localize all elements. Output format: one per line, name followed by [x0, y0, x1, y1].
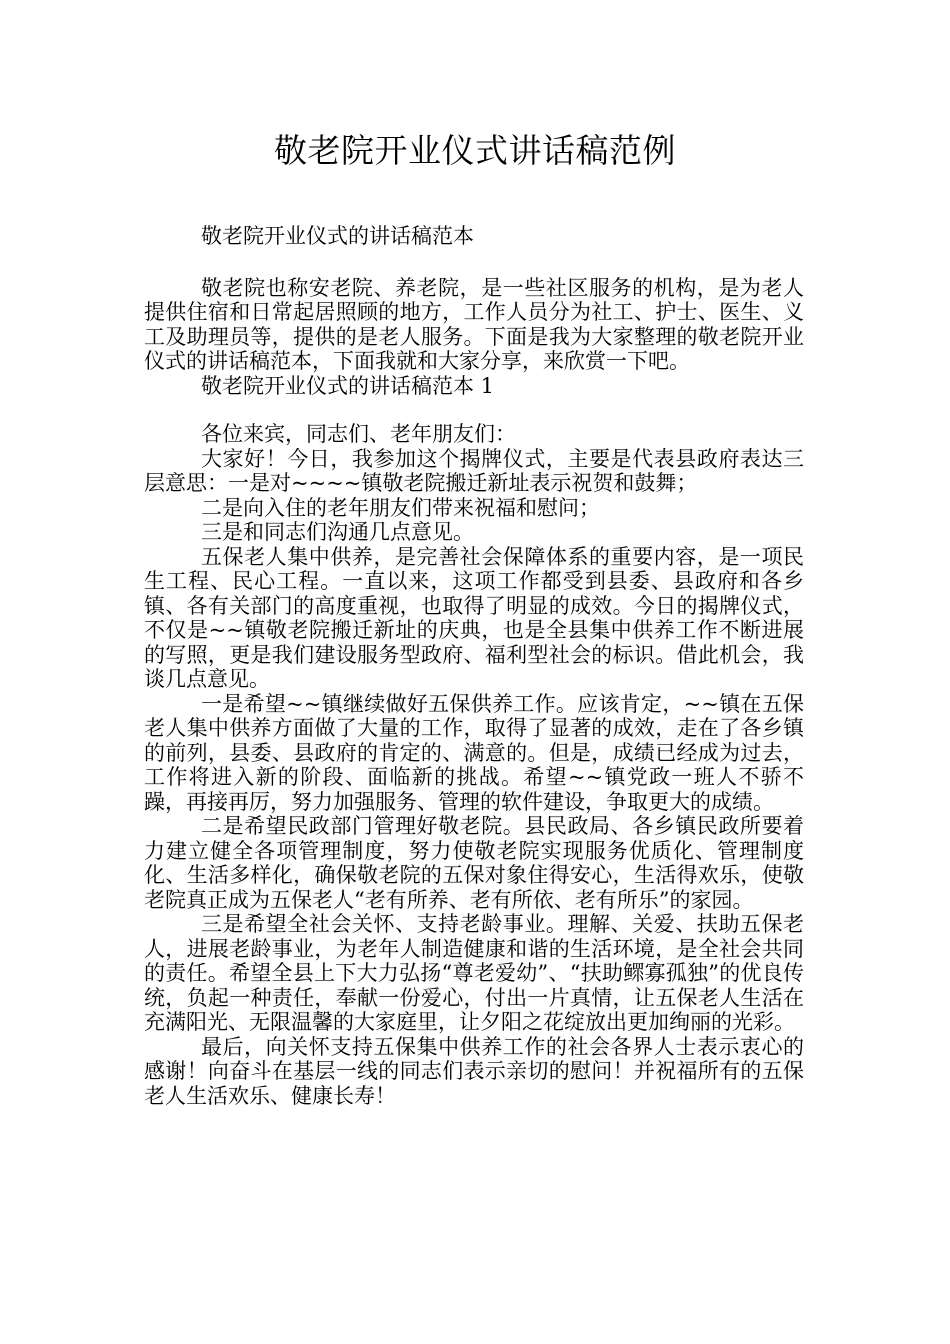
body-paragraph: 三是和同志们沟通几点意见。 — [201, 520, 474, 544]
salutation: 各位来宾，同志们、老年朋友们： — [201, 422, 516, 446]
section-heading: 敬老院开业仪式的讲话稿范本 1 — [201, 373, 495, 398]
document-subtitle: 敬老院开业仪式的讲话稿范本 — [201, 224, 474, 248]
intro-paragraph: 敬老院也称安老院、养老院，是一些社区服务的机构，是为老人提供住宿和日常起居照顾的地方，工作人员分为社工、护士、医生、义工及助理员等，提供的是老人服务。下面是我为大家整理的敬老院开业仪式的讲话稿范本，下面我就和大家分享，来欣赏一下吧。 — [144, 275, 804, 373]
closing-paragraph: 最后，向关怀支持五保集中供养工作的社会各界人士表示衷心的感谢！向奋斗在基层一线的同志们表示亲切的慰问！并祝福所有的五保老人生活欢乐、健康长寿！ — [144, 1034, 804, 1108]
paragraph-gap — [144, 249, 804, 276]
body-paragraph: 二是希望民政部门管理好敬老院。县民政局、各乡镇民政所要着力建立健全各项管理制度，努力使敬老院实现服务优质化、管理制度化、生活多样化，确保敬老院的五保对象住得安心，生活得欢乐，使敬老院真正成为五保老人“老有所养、老有所依、老有所乐”的家园。 — [144, 814, 804, 912]
document-title: 敬老院开业仪式讲话稿范例 — [274, 131, 676, 170]
body-paragraph: 三是希望全社会关怀、支持老龄事业。理解、关爱、扶助五保老人，进展老龄事业，为老年人制造健康和谐的生活环境，是全社会共同的责任。希望全县上下大力弘扬“尊老爱幼”、“扶助鳏寡孤独”的优良传统，负起一种责任，奉献一份爱心，付出一片真情，让五保老人生活在充满阳光、无限温馨的大家庭里，让夕阳之花绽放出更加绚丽的光彩。 — [144, 912, 804, 1034]
body-paragraph: 一是希望~~镇继续做好五保供养工作。应该肯定，~~镇在五保老人集中供养方面做了大量的工作，取得了显著的成效，走在了各乡镇的前列，县委、县政府的肯定的、满意的。但是，成绩已经成为过去，工作将进入新的阶段、面临新的挑战。希望~~镇党政一班人不骄不躁，再接再厉，努力加强服务、管理的软件建设，争取更大的成绩。 — [144, 691, 804, 814]
paragraph-gap — [144, 398, 804, 422]
body-paragraph: 五保老人集中供养，是完善社会保障体系的重要内容，是一项民生工程、民心工程。一直以来，这项工作都受到县委、县政府和各乡镇、各有关部门的高度重视，也取得了明显的成效。今日的揭牌仪式，不仅是~~镇敬老院搬迁新址的庆典，也是全县集中供养工作不断进展的写照，更是我们建设服务型政府、福利型社会的标识。借此机会，我谈几点意见。 — [144, 544, 804, 691]
document-body — [144, 224, 804, 1108]
body-paragraph: 二是向入住的老年朋友们带来祝福和慰问； — [201, 495, 600, 520]
body-paragraph: 大家好！今日，我参加这个揭牌仪式，主要是代表县政府表达三层意思：一是对~~~~镇敬老院搬迁新址表示祝贺和鼓舞； — [144, 446, 804, 495]
